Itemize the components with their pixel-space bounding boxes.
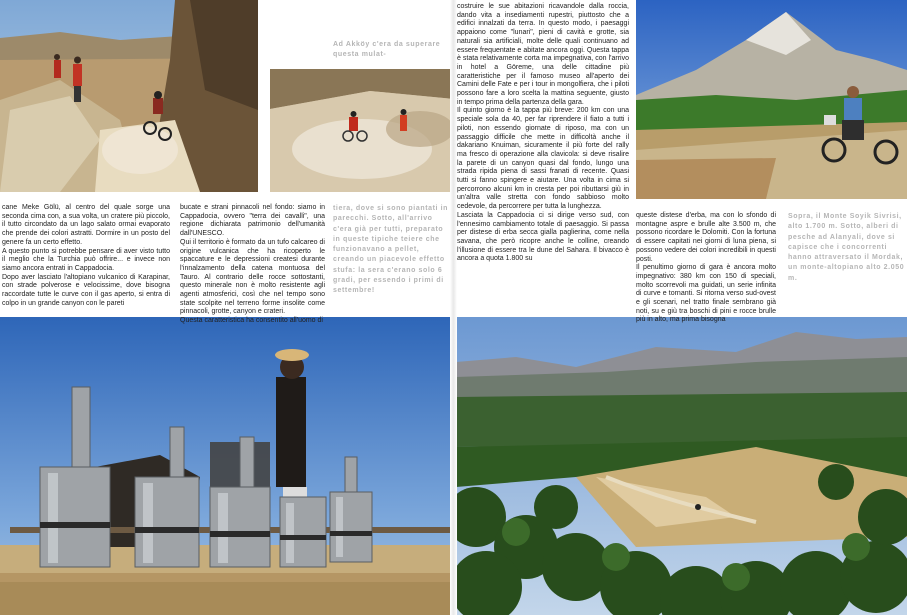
left-col2-para-2: Qui il territorio è formato da un tufo calcareo di origine vulcanica che ha ricoperto le spaccature e le depressioni createsi durante l'innalzamento della catena montuosa del Tauro. Al contrario delle rocce sottostanti, questo minerale non è molto resistente agli agenti atmosferici, così che nel tempo sono state scolpite nel terreno forme insolite come pinnacoli, grotte, canyon e crateri.	[180, 238, 325, 316]
right-col2-para-2: Il penultimo giorno di gara è ancora molto impegnativo: 380 km con 150 di speciali, molto scorrevoli ma guidati, un serie infinita di curve e tornanti. Si ritorna verso sud-ovest e gli scenari, nel tratto finale sembrano già noti, su e giù tra boschi di pini e rocce brulle più in alto, ma prima bisogna	[636, 264, 776, 324]
right-col1-para-2: Il quinto giorno è la tappa più breve: 200 km con una speciale sola da 40, per far riprendere il fiato a tutti i piloti, non essendo giornate di riposo, ma con un passaggio difficile che mette in difficoltà anche il dakariano Knuiman, sicuramente il più forte del rally ma fresco di operazione alla clavicola: si deve risalire la parete di un canyon quasi dal fondo, lungo una strada ripida piena di sassi franati di recente. Quasi tutti si fanno spingere e aiutare. Una volta in cima si percorrono alcuni km in cresta per poi ributtarsi giù in un'altra valle stretta con fondo sabbioso molto cedevole, da percorrere per tutta la lunghezza.	[457, 107, 629, 211]
right-column-1	[457, 3, 629, 264]
photo-sandy-climb-riders	[270, 69, 454, 192]
photo-tea-stoves-camp	[0, 317, 452, 615]
caption-akkoy-top-text: Ad Akköy c'era da superare questa mulat-	[333, 41, 441, 59]
left-col2-para-1: bucate e strani pinnacoli nel fondo: siamo in Cappadocia, ovvero "terra dei cavalli", una regione dichiarata patrimonio dell'umanità dall'UNESCO.	[180, 204, 325, 238]
caption-tea-stoves	[333, 204, 451, 297]
caption-monte-soyik-text: Sopra, il Monte Soyik Sivrisi, alto 1.700 m. Sotto, alberi di pesche ad Alanyali, dove si capisce che i concorrenti hanno attraversato il Mordak, un monte-altopiano alto 2.050 m.	[788, 213, 905, 282]
left-col1-para-3: Dopo aver lasciato l'altopiano vulcanico di Karapinar, con strade polverose e velocissime, dove bisogna raccordate tutte le curve con il gas aperto, si entra di colpo in un grande canyon con le pareti	[2, 273, 170, 307]
caption-akkoy-top	[333, 40, 451, 61]
photo-pine-valley-trail	[456, 317, 907, 615]
caption-tea-stoves-text: tiera, dove si sono piantati in parecchi. Sotto, all'arrivo c'era già per tutti, preparato in queste tipiche teiere che funzionavano a pellet, creando un piacevole effetto stufa: la sera c'erano solo 6 gradi, per essendo i primi di settembre!	[333, 205, 449, 295]
left-column-1	[2, 204, 170, 308]
page-gutter	[450, 0, 457, 615]
caption-monte-soyik	[788, 212, 905, 284]
right-col1-para-3: Lasciata la Cappadocia ci si dirige verso sud, con l'ennesimo cambiamento totale di paesaggio. Si passa per distese di erba secca gialla paglierina, come nella savana, che però ricopre anche le colline, creando l'illusione di essere tra le dune del Sahara. Il bivacco è ancora a quota 1.800 su	[457, 211, 629, 263]
left-col2-para-3: Questa caratteristica ha consentito all'uomo di	[180, 317, 323, 325]
left-col1-para-2: A questo punto si potrebbe pensare di aver visto tutto il meglio che la Turchia può offrire... e invece non siamo ancora entrati in Cappadocia.	[2, 247, 170, 272]
right-col1-para-1: costruire le sue abitazioni ricavandole dalla roccia, dando vita a insediamenti rupestri, piuttosto che a edifici innalzati da terra. In questo modo, i paesaggi appaiono come "lunari", pieni di cavità e grotte, sia naturali sia artificiali, molte delle quali continuano ad essere frequentate e abitate ancora oggi. Questa tappa è stata relativamente corta ma impegnativa, con l'arrivo in hotel a Göreme, una delle cittadine più caratteristiche per il famoso museo all'aperto dei Camini delle Fate e per i tour in mongolfiera, che i piloti possono fare a loro scelta la mattina seguente, giusto in tempo prima della partenza della gara.	[457, 3, 629, 106]
right-col2-para-1: queste distese d'erba, ma con lo sfondo di montagne aspre e brulle alte 3.500 m, che possono ricordare le Dolomiti. Con la fortuna di essere capitati nei giorni di luna piena, si possono vedere dei colori incredibili in questi posti.	[636, 212, 776, 263]
right-column-2	[636, 212, 776, 325]
left-col1-para-1: cane Meke Gölü, al centro del quale sorge una seconda cima con, a sua volta, un cratere più piccolo, il tutto circondato da un lago salato ormai evaporato che prende dei colori astratti. Dormire in un posto del genere fa un certo effetto.	[2, 204, 170, 246]
photo-rocky-trail-riders	[0, 0, 258, 192]
left-column-2	[180, 204, 325, 326]
photo-mountain-rider-road	[636, 0, 907, 199]
